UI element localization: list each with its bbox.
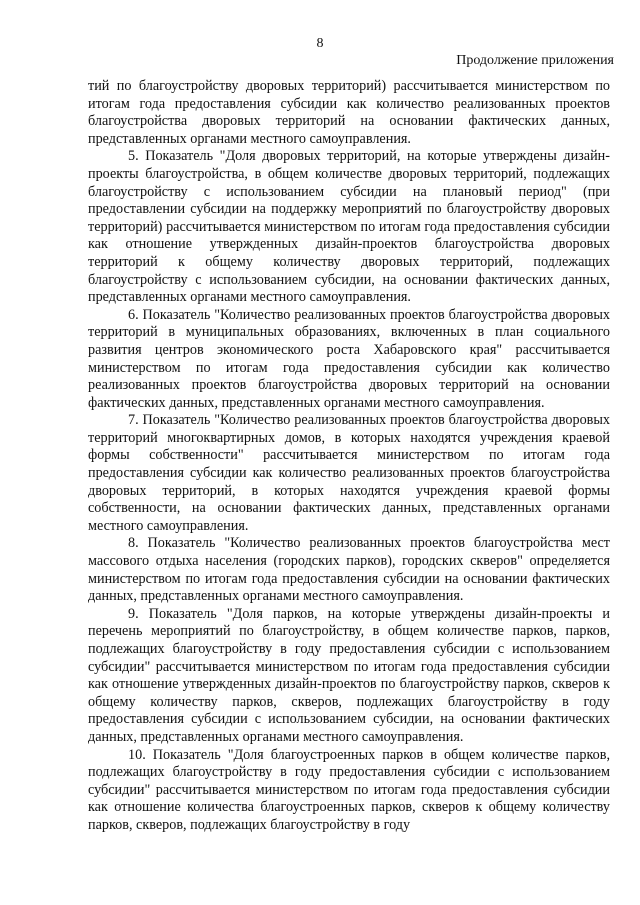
page-number: 8 — [316, 36, 324, 51]
appendix-continuation-note: Продолжение приложения — [456, 53, 614, 68]
paragraph-indicator-8: 8. Показатель "Количество реализованных проектов благоустройства мест массового отдыха населения (городских парков), городских скверов" определяется министерством по итогам года предоставления субсидии на основании фактических данных, представленных органами местного самоуправления. — [88, 535, 610, 605]
paragraph-indicator-9: 9. Показатель "Доля парков, на которые утверждены дизайн-проекты и перечень мероприятий по благоустройству, в общем количестве парков, парков, подлежащих благоустройству в году предоставления субсидии с использованием субсидии" рассчитывается министерством по итогам года предоставления субсидии как отношение утвержденных дизайн-проектов по благоустройству парков, скверов к общему количеству парков, скверов, подлежащих благоустройству в году предоставления субсидии с использованием субсидии, на основании фактических данных, представленных органами местного самоуправления. — [88, 605, 610, 745]
document-body — [88, 78, 610, 835]
paragraph-continuation: тий по благоустройству дворовых территорий) рассчитывается министерством по итогам года предоставления субсидии как количество реализованных проектов благоустройства дворовых территорий на основании фактических данных, представленных органами местного самоуправления. — [88, 78, 610, 147]
paragraph-indicator-6: 6. Показатель "Количество реализованных проектов благоустройства дворовых территорий в муниципальных образованиях, включенных в план социального развития центров экономического роста Хабаровского края" рассчитывается министерством по итогам года предоставления субсидии как количество реализованных проектов благоустройства дворовых территорий на основании фактических данных, представленных органами местного самоуправления. — [88, 306, 610, 411]
paragraph-indicator-10: 10. Показатель "Доля благоустроенных парков в общем количестве парков, подлежащих благоустройству в году предоставления субсидии с использованием субсидии" рассчитывается министерством по итогам года предоставления субсидии как отношение количества благоустроенных парков, скверов к общему количеству парков, скверов, подлежащих благоустройству в году — [88, 746, 610, 833]
paragraph-indicator-7: 7. Показатель "Количество реализованных проектов благоустройства дворовых территорий многоквартирных домов, в которых находятся учреждения краевой формы собственности" рассчитывается министерством по итогам года предоставления субсидии как количество реализованных проектов благоустройства дворовых территорий, в которых находятся учреждения краевой формы собственности, на основании фактических данных, представленных органами местного самоуправления. — [88, 412, 610, 534]
paragraph-indicator-5: 5. Показатель "Доля дворовых территорий, на которые утверждены дизайн-проекты благоустройства, в общем количестве дворовых территорий, подлежащих благоустройству с использованием субсидии на плановый период" (при предоставлении субсидии на поддержку мероприятий по благоустройству дворовых территорий) рассчитывается министерством по итогам года предоставления субсидии как отношение утвержденных дизайн-проектов благоустройства дворовых территорий к общему количеству дворовых территорий, подлежащих благоустройству с использованием субсидии, на основании фактических данных, представленных органами местного самоуправления. — [88, 148, 610, 306]
